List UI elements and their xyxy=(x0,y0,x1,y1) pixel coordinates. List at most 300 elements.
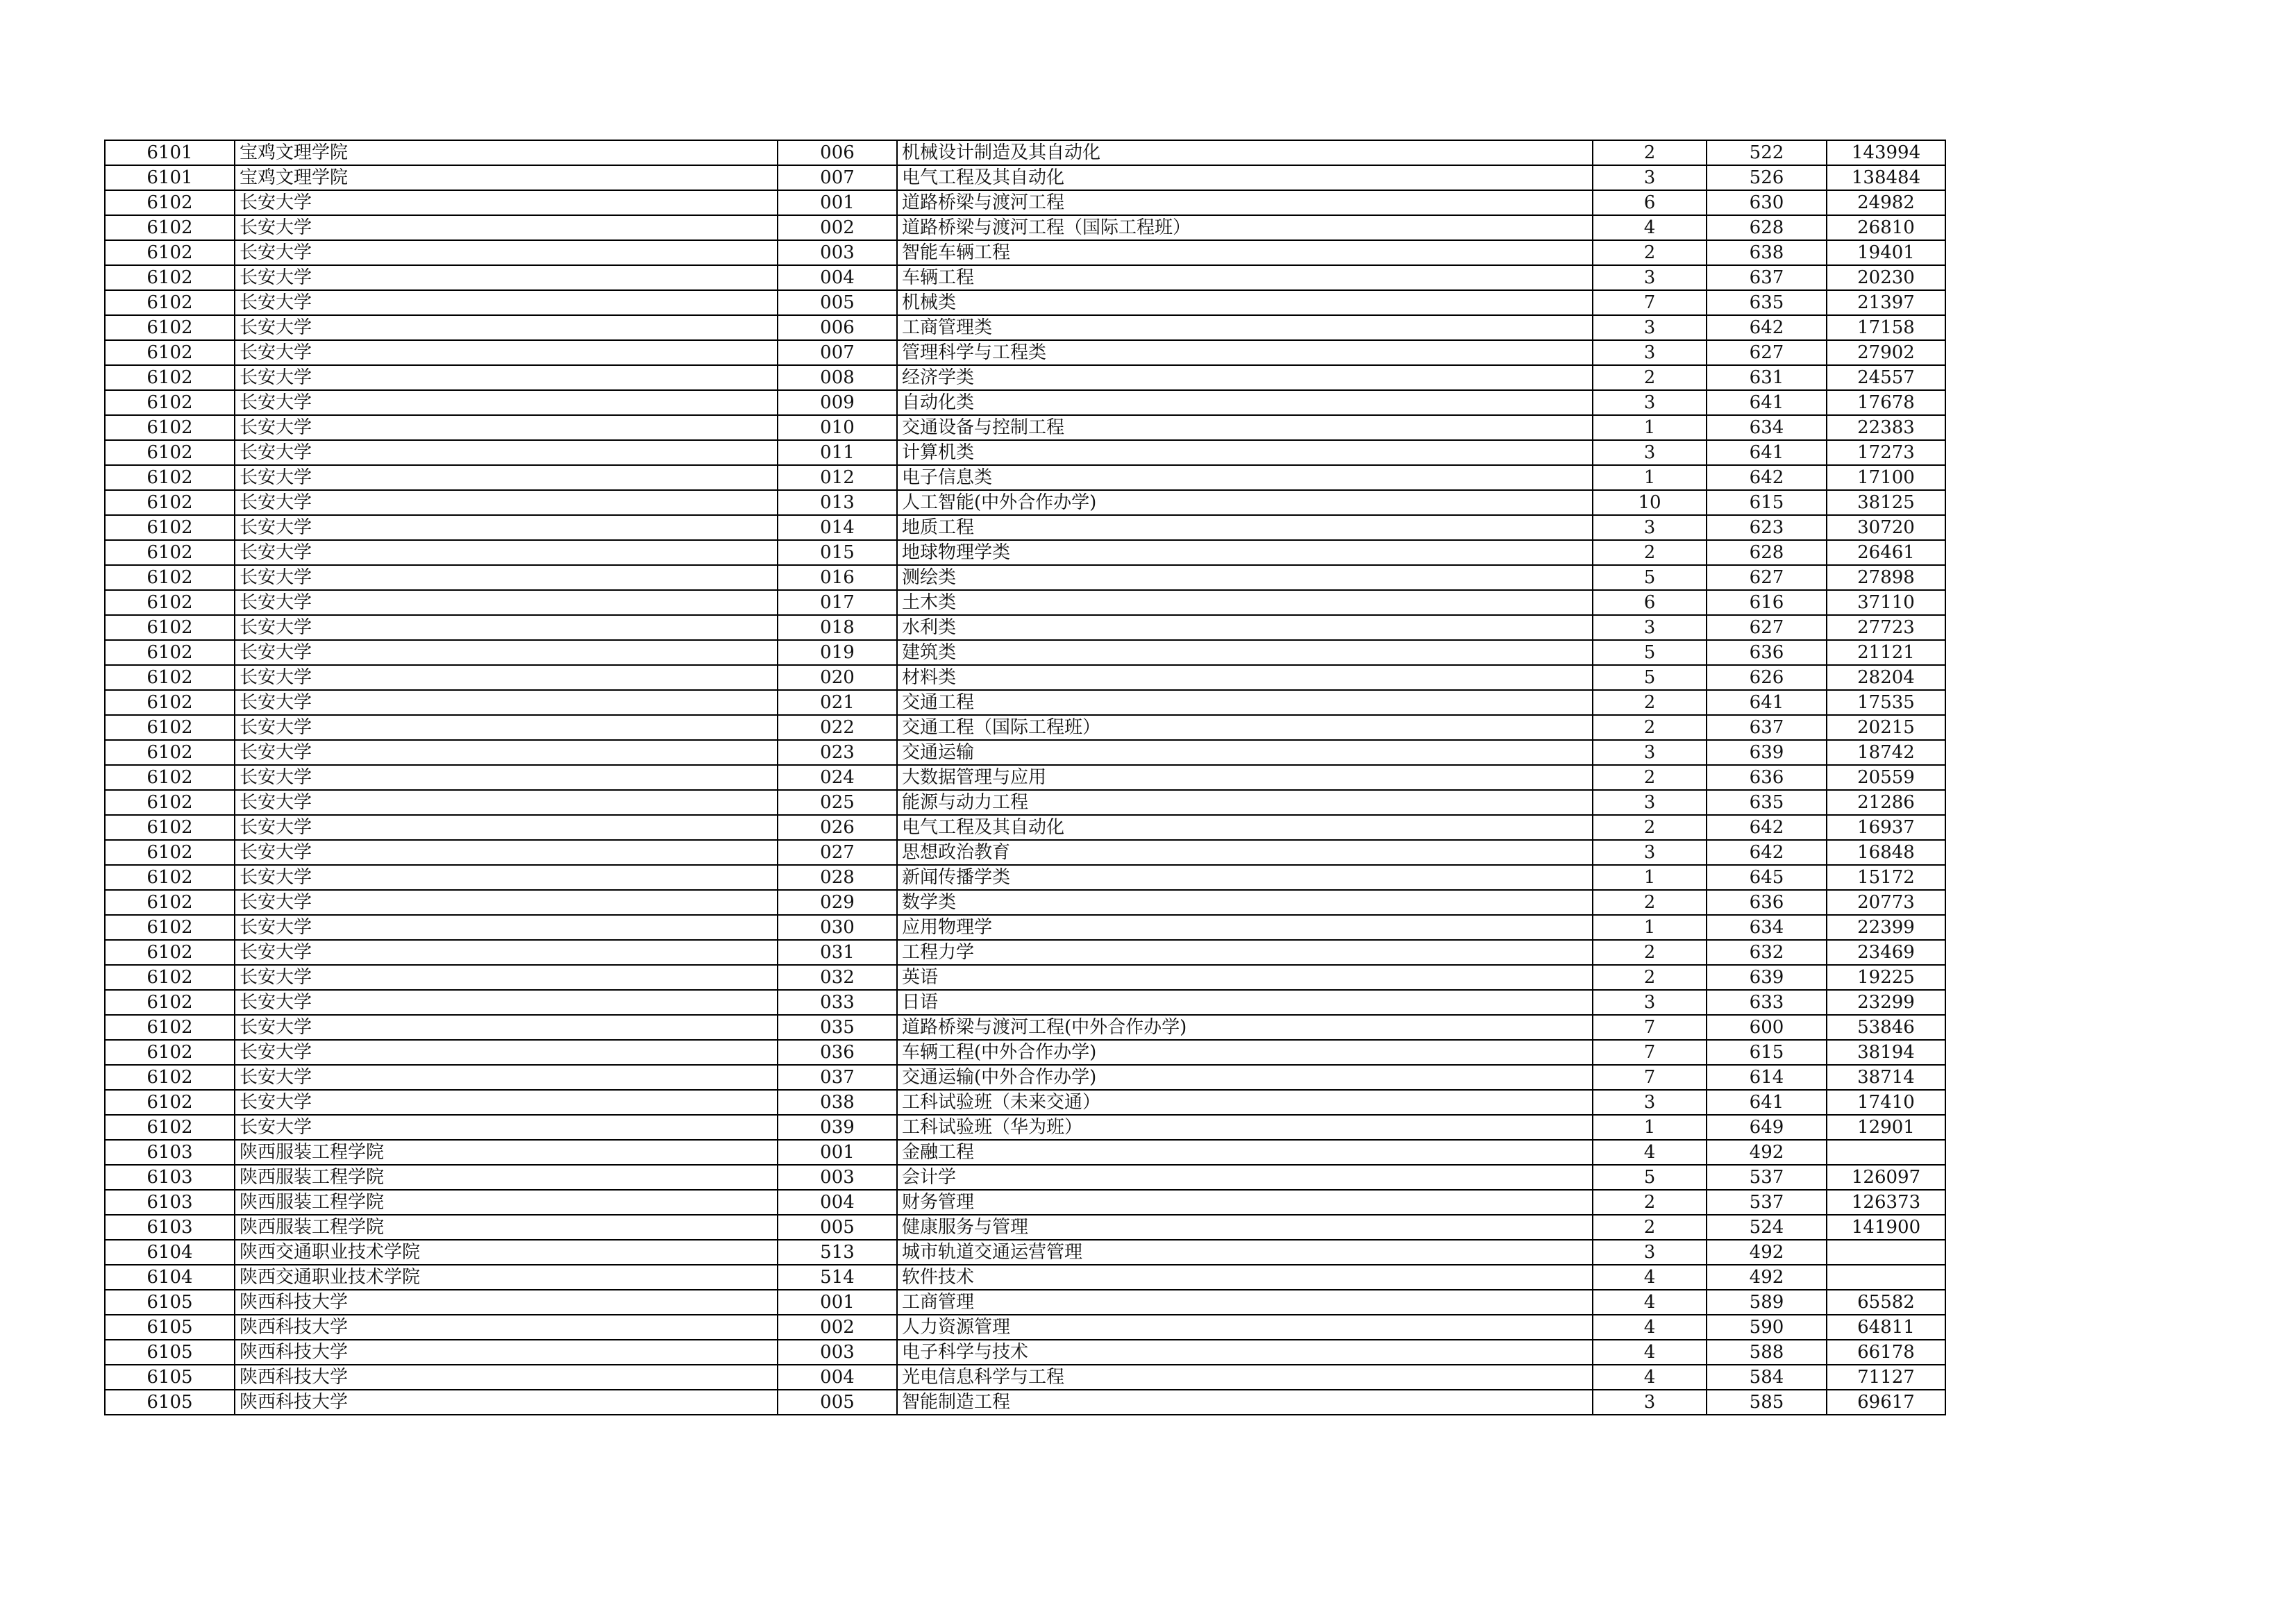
table-row xyxy=(105,1015,1945,1040)
table-row xyxy=(105,1215,1945,1240)
table-body xyxy=(105,140,1945,1415)
plan-count-cell: 5 xyxy=(1593,640,1707,665)
school-code-cell: 6102 xyxy=(105,990,235,1015)
table-row xyxy=(105,715,1945,740)
min-score-cell: 623 xyxy=(1707,515,1827,540)
school-code-cell: 6102 xyxy=(105,740,235,765)
min-score-cell: 584 xyxy=(1707,1365,1827,1390)
min-score-cell: 641 xyxy=(1707,1090,1827,1115)
major-code-cell: 004 xyxy=(778,1190,897,1215)
min-rank-cell: 38194 xyxy=(1827,1040,1945,1065)
min-score-cell: 636 xyxy=(1707,640,1827,665)
school-code-cell: 6102 xyxy=(105,190,235,215)
school-code-cell: 6102 xyxy=(105,915,235,940)
min-rank-cell: 18742 xyxy=(1827,740,1945,765)
table-row xyxy=(105,690,1945,715)
table-row xyxy=(105,365,1945,390)
min-rank-cell: 37110 xyxy=(1827,590,1945,615)
major-name-cell: 人力资源管理 xyxy=(897,1315,1593,1340)
table-row xyxy=(105,890,1945,915)
major-code-cell: 025 xyxy=(778,790,897,815)
major-code-cell: 005 xyxy=(778,290,897,315)
school-name-cell: 长安大学 xyxy=(235,765,778,790)
min-score-cell: 642 xyxy=(1707,815,1827,840)
table-row xyxy=(105,1290,1945,1315)
plan-count-cell: 1 xyxy=(1593,865,1707,890)
min-score-cell: 642 xyxy=(1707,465,1827,490)
school-name-cell: 长安大学 xyxy=(235,265,778,290)
min-score-cell: 649 xyxy=(1707,1115,1827,1140)
school-name-cell: 长安大学 xyxy=(235,215,778,240)
table-row xyxy=(105,790,1945,815)
major-code-cell: 003 xyxy=(778,240,897,265)
major-code-cell: 007 xyxy=(778,165,897,190)
plan-count-cell: 3 xyxy=(1593,615,1707,640)
min-score-cell: 628 xyxy=(1707,540,1827,565)
min-score-cell: 626 xyxy=(1707,665,1827,690)
min-rank-cell: 20215 xyxy=(1827,715,1945,740)
plan-count-cell: 4 xyxy=(1593,1365,1707,1390)
plan-count-cell: 3 xyxy=(1593,515,1707,540)
plan-count-cell: 7 xyxy=(1593,1065,1707,1090)
plan-count-cell: 2 xyxy=(1593,890,1707,915)
school-code-cell: 6102 xyxy=(105,1115,235,1140)
major-name-cell: 交通运输 xyxy=(897,740,1593,765)
min-rank-cell: 30720 xyxy=(1827,515,1945,540)
plan-count-cell: 3 xyxy=(1593,1390,1707,1415)
school-name-cell: 陕西交通职业技术学院 xyxy=(235,1240,778,1265)
major-code-cell: 038 xyxy=(778,1090,897,1115)
school-name-cell: 长安大学 xyxy=(235,640,778,665)
table-row xyxy=(105,1315,1945,1340)
major-code-cell: 032 xyxy=(778,965,897,990)
min-score-cell: 627 xyxy=(1707,615,1827,640)
min-rank-cell: 21121 xyxy=(1827,640,1945,665)
school-name-cell: 长安大学 xyxy=(235,515,778,540)
major-name-cell: 思想政治教育 xyxy=(897,840,1593,865)
plan-count-cell: 4 xyxy=(1593,215,1707,240)
major-name-cell: 工科试验班（华为班） xyxy=(897,1115,1593,1140)
min-rank-cell: 38125 xyxy=(1827,490,1945,515)
school-name-cell: 长安大学 xyxy=(235,540,778,565)
major-name-cell: 应用物理学 xyxy=(897,915,1593,940)
min-score-cell: 645 xyxy=(1707,865,1827,890)
major-name-cell: 道路桥梁与渡河工程 xyxy=(897,190,1593,215)
school-name-cell: 长安大学 xyxy=(235,840,778,865)
min-score-cell: 641 xyxy=(1707,690,1827,715)
school-code-cell: 6102 xyxy=(105,390,235,415)
min-score-cell: 637 xyxy=(1707,265,1827,290)
table-row xyxy=(105,290,1945,315)
school-code-cell: 6102 xyxy=(105,690,235,715)
table-row xyxy=(105,190,1945,215)
table-row xyxy=(105,1340,1945,1365)
school-code-cell: 6102 xyxy=(105,540,235,565)
min-rank-cell: 17678 xyxy=(1827,390,1945,415)
major-code-cell: 028 xyxy=(778,865,897,890)
school-name-cell: 长安大学 xyxy=(235,240,778,265)
min-score-cell: 628 xyxy=(1707,215,1827,240)
school-name-cell: 长安大学 xyxy=(235,815,778,840)
min-score-cell: 633 xyxy=(1707,990,1827,1015)
school-code-cell: 6102 xyxy=(105,890,235,915)
school-name-cell: 长安大学 xyxy=(235,415,778,440)
major-code-cell: 006 xyxy=(778,315,897,340)
major-code-cell: 003 xyxy=(778,1165,897,1190)
table-row xyxy=(105,315,1945,340)
school-code-cell: 6102 xyxy=(105,565,235,590)
min-rank-cell: 24982 xyxy=(1827,190,1945,215)
min-rank-cell: 20230 xyxy=(1827,265,1945,290)
table-row xyxy=(105,1090,1945,1115)
school-name-cell: 陕西服装工程学院 xyxy=(235,1140,778,1165)
min-rank-cell: 16937 xyxy=(1827,815,1945,840)
table-row xyxy=(105,1165,1945,1190)
school-name-cell: 长安大学 xyxy=(235,615,778,640)
school-code-cell: 6104 xyxy=(105,1265,235,1290)
school-name-cell: 长安大学 xyxy=(235,440,778,465)
min-score-cell: 630 xyxy=(1707,190,1827,215)
major-name-cell: 能源与动力工程 xyxy=(897,790,1593,815)
min-rank-cell: 15172 xyxy=(1827,865,1945,890)
major-name-cell: 地质工程 xyxy=(897,515,1593,540)
school-name-cell: 长安大学 xyxy=(235,340,778,365)
min-score-cell: 632 xyxy=(1707,940,1827,965)
school-name-cell: 长安大学 xyxy=(235,690,778,715)
min-score-cell: 537 xyxy=(1707,1190,1827,1215)
major-code-cell: 024 xyxy=(778,765,897,790)
table-row xyxy=(105,165,1945,190)
table-row xyxy=(105,640,1945,665)
school-code-cell: 6102 xyxy=(105,615,235,640)
plan-count-cell: 2 xyxy=(1593,690,1707,715)
min-score-cell: 522 xyxy=(1707,140,1827,165)
min-score-cell: 641 xyxy=(1707,440,1827,465)
school-code-cell: 6102 xyxy=(105,365,235,390)
min-score-cell: 588 xyxy=(1707,1340,1827,1365)
major-name-cell: 机械设计制造及其自动化 xyxy=(897,140,1593,165)
min-score-cell: 614 xyxy=(1707,1065,1827,1090)
table-row xyxy=(105,440,1945,465)
min-score-cell: 634 xyxy=(1707,415,1827,440)
major-code-cell: 513 xyxy=(778,1240,897,1265)
school-code-cell: 6105 xyxy=(105,1365,235,1390)
table-row xyxy=(105,990,1945,1015)
school-code-cell: 6102 xyxy=(105,640,235,665)
min-score-cell: 492 xyxy=(1707,1240,1827,1265)
major-code-cell: 001 xyxy=(778,1290,897,1315)
table-row xyxy=(105,765,1945,790)
min-rank-cell: 71127 xyxy=(1827,1365,1945,1390)
min-rank-cell: 27898 xyxy=(1827,565,1945,590)
school-code-cell: 6102 xyxy=(105,815,235,840)
min-score-cell: 627 xyxy=(1707,565,1827,590)
major-name-cell: 智能车辆工程 xyxy=(897,240,1593,265)
min-rank-cell: 126373 xyxy=(1827,1190,1945,1215)
min-score-cell: 639 xyxy=(1707,965,1827,990)
school-code-cell: 6102 xyxy=(105,290,235,315)
min-rank-cell: 26810 xyxy=(1827,215,1945,240)
major-name-cell: 会计学 xyxy=(897,1165,1593,1190)
major-code-cell: 017 xyxy=(778,590,897,615)
major-code-cell: 031 xyxy=(778,940,897,965)
major-name-cell: 车辆工程(中外合作办学) xyxy=(897,1040,1593,1065)
plan-count-cell: 3 xyxy=(1593,990,1707,1015)
plan-count-cell: 3 xyxy=(1593,740,1707,765)
min-rank-cell: 53846 xyxy=(1827,1015,1945,1040)
major-name-cell: 工科试验班（未来交通） xyxy=(897,1090,1593,1115)
table-row xyxy=(105,1190,1945,1215)
major-name-cell: 交通工程 xyxy=(897,690,1593,715)
school-name-cell: 长安大学 xyxy=(235,1040,778,1065)
major-code-cell: 514 xyxy=(778,1265,897,1290)
min-score-cell: 638 xyxy=(1707,240,1827,265)
min-score-cell: 636 xyxy=(1707,765,1827,790)
major-code-cell: 003 xyxy=(778,1340,897,1365)
school-code-cell: 6102 xyxy=(105,1040,235,1065)
plan-count-cell: 7 xyxy=(1593,1015,1707,1040)
min-rank-cell: 22399 xyxy=(1827,915,1945,940)
major-code-cell: 009 xyxy=(778,390,897,415)
major-name-cell: 新闻传播学类 xyxy=(897,865,1593,890)
school-code-cell: 6102 xyxy=(105,590,235,615)
school-name-cell: 长安大学 xyxy=(235,1065,778,1090)
school-name-cell: 长安大学 xyxy=(235,465,778,490)
min-rank-cell: 69617 xyxy=(1827,1390,1945,1415)
min-rank-cell: 138484 xyxy=(1827,165,1945,190)
min-rank-cell: 22383 xyxy=(1827,415,1945,440)
table-row xyxy=(105,915,1945,940)
plan-count-cell: 7 xyxy=(1593,1040,1707,1065)
major-name-cell: 经济学类 xyxy=(897,365,1593,390)
school-code-cell: 6102 xyxy=(105,215,235,240)
min-score-cell: 635 xyxy=(1707,790,1827,815)
school-code-cell: 6102 xyxy=(105,340,235,365)
major-code-cell: 019 xyxy=(778,640,897,665)
school-name-cell: 长安大学 xyxy=(235,890,778,915)
plan-count-cell: 6 xyxy=(1593,190,1707,215)
min-score-cell: 616 xyxy=(1707,590,1827,615)
major-name-cell: 工商管理 xyxy=(897,1290,1593,1315)
major-code-cell: 006 xyxy=(778,140,897,165)
school-code-cell: 6102 xyxy=(105,490,235,515)
major-code-cell: 004 xyxy=(778,265,897,290)
school-code-cell: 6103 xyxy=(105,1190,235,1215)
school-code-cell: 6102 xyxy=(105,1090,235,1115)
min-rank-cell: 23299 xyxy=(1827,990,1945,1015)
school-code-cell: 6102 xyxy=(105,790,235,815)
min-rank-cell: 20773 xyxy=(1827,890,1945,915)
school-code-cell: 6105 xyxy=(105,1340,235,1365)
major-code-cell: 001 xyxy=(778,190,897,215)
school-name-cell: 宝鸡文理学院 xyxy=(235,140,778,165)
major-name-cell: 健康服务与管理 xyxy=(897,1215,1593,1240)
min-rank-cell: 24557 xyxy=(1827,365,1945,390)
major-name-cell: 测绘类 xyxy=(897,565,1593,590)
major-name-cell: 管理科学与工程类 xyxy=(897,340,1593,365)
table-row xyxy=(105,565,1945,590)
table-row xyxy=(105,465,1945,490)
major-code-cell: 037 xyxy=(778,1065,897,1090)
plan-count-cell: 3 xyxy=(1593,790,1707,815)
min-score-cell: 589 xyxy=(1707,1290,1827,1315)
major-name-cell: 英语 xyxy=(897,965,1593,990)
school-name-cell: 长安大学 xyxy=(235,190,778,215)
min-score-cell: 585 xyxy=(1707,1390,1827,1415)
plan-count-cell: 3 xyxy=(1593,390,1707,415)
school-name-cell: 长安大学 xyxy=(235,790,778,815)
major-name-cell: 电子科学与技术 xyxy=(897,1340,1593,1365)
plan-count-cell: 4 xyxy=(1593,1315,1707,1340)
major-code-cell: 001 xyxy=(778,1140,897,1165)
school-code-cell: 6102 xyxy=(105,665,235,690)
min-score-cell: 615 xyxy=(1707,1040,1827,1065)
school-code-cell: 6102 xyxy=(105,1065,235,1090)
major-name-cell: 建筑类 xyxy=(897,640,1593,665)
min-rank-cell: 19225 xyxy=(1827,965,1945,990)
plan-count-cell: 2 xyxy=(1593,540,1707,565)
table-row xyxy=(105,865,1945,890)
min-rank-cell: 16848 xyxy=(1827,840,1945,865)
min-rank-cell: 12901 xyxy=(1827,1115,1945,1140)
plan-count-cell: 10 xyxy=(1593,490,1707,515)
min-rank-cell: 23469 xyxy=(1827,940,1945,965)
plan-count-cell: 2 xyxy=(1593,1190,1707,1215)
min-rank-cell: 20559 xyxy=(1827,765,1945,790)
school-code-cell: 6101 xyxy=(105,140,235,165)
major-code-cell: 014 xyxy=(778,515,897,540)
plan-count-cell: 2 xyxy=(1593,815,1707,840)
plan-count-cell: 3 xyxy=(1593,840,1707,865)
major-code-cell: 007 xyxy=(778,340,897,365)
major-name-cell: 材料类 xyxy=(897,665,1593,690)
major-name-cell: 计算机类 xyxy=(897,440,1593,465)
min-rank-cell xyxy=(1827,1265,1945,1290)
school-name-cell: 陕西交通职业技术学院 xyxy=(235,1265,778,1290)
major-code-cell: 008 xyxy=(778,365,897,390)
table-row xyxy=(105,1065,1945,1090)
major-name-cell: 土木类 xyxy=(897,590,1593,615)
major-name-cell: 道路桥梁与渡河工程（国际工程班） xyxy=(897,215,1593,240)
min-rank-cell: 64811 xyxy=(1827,1315,1945,1340)
major-code-cell: 020 xyxy=(778,665,897,690)
table-row xyxy=(105,215,1945,240)
table-row xyxy=(105,1140,1945,1165)
min-rank-cell: 21397 xyxy=(1827,290,1945,315)
school-code-cell: 6104 xyxy=(105,1240,235,1265)
min-score-cell: 637 xyxy=(1707,715,1827,740)
major-name-cell: 道路桥梁与渡河工程(中外合作办学) xyxy=(897,1015,1593,1040)
table-row xyxy=(105,740,1945,765)
table-row xyxy=(105,615,1945,640)
plan-count-cell: 3 xyxy=(1593,1240,1707,1265)
school-code-cell: 6105 xyxy=(105,1290,235,1315)
plan-count-cell: 1 xyxy=(1593,1115,1707,1140)
school-code-cell: 6103 xyxy=(105,1165,235,1190)
min-rank-cell: 38714 xyxy=(1827,1065,1945,1090)
school-name-cell: 长安大学 xyxy=(235,715,778,740)
major-name-cell: 电气工程及其自动化 xyxy=(897,165,1593,190)
school-name-cell: 长安大学 xyxy=(235,365,778,390)
plan-count-cell: 2 xyxy=(1593,140,1707,165)
major-code-cell: 005 xyxy=(778,1215,897,1240)
plan-count-cell: 3 xyxy=(1593,440,1707,465)
school-code-cell: 6102 xyxy=(105,415,235,440)
table-row xyxy=(105,415,1945,440)
school-name-cell: 陕西科技大学 xyxy=(235,1365,778,1390)
table-row xyxy=(105,1115,1945,1140)
major-name-cell: 交通运输(中外合作办学) xyxy=(897,1065,1593,1090)
major-name-cell: 电子信息类 xyxy=(897,465,1593,490)
min-score-cell: 600 xyxy=(1707,1015,1827,1040)
major-name-cell: 地球物理学类 xyxy=(897,540,1593,565)
min-score-cell: 492 xyxy=(1707,1265,1827,1290)
school-code-cell: 6105 xyxy=(105,1315,235,1340)
major-name-cell: 数学类 xyxy=(897,890,1593,915)
major-name-cell: 工程力学 xyxy=(897,940,1593,965)
school-name-cell: 长安大学 xyxy=(235,965,778,990)
plan-count-cell: 3 xyxy=(1593,165,1707,190)
min-score-cell: 492 xyxy=(1707,1140,1827,1165)
plan-count-cell: 2 xyxy=(1593,715,1707,740)
plan-count-cell: 1 xyxy=(1593,465,1707,490)
min-rank-cell: 27902 xyxy=(1827,340,1945,365)
school-code-cell: 6102 xyxy=(105,265,235,290)
table-row xyxy=(105,1240,1945,1265)
major-code-cell: 023 xyxy=(778,740,897,765)
min-rank-cell: 17100 xyxy=(1827,465,1945,490)
school-name-cell: 长安大学 xyxy=(235,590,778,615)
major-name-cell: 电气工程及其自动化 xyxy=(897,815,1593,840)
major-name-cell: 光电信息科学与工程 xyxy=(897,1365,1593,1390)
min-rank-cell xyxy=(1827,1240,1945,1265)
school-code-cell: 6102 xyxy=(105,840,235,865)
min-score-cell: 627 xyxy=(1707,340,1827,365)
table-row xyxy=(105,940,1945,965)
min-score-cell: 526 xyxy=(1707,165,1827,190)
plan-count-cell: 5 xyxy=(1593,1165,1707,1190)
major-code-cell: 029 xyxy=(778,890,897,915)
school-code-cell: 6102 xyxy=(105,865,235,890)
school-code-cell: 6102 xyxy=(105,515,235,540)
school-name-cell: 长安大学 xyxy=(235,565,778,590)
major-name-cell: 城市轨道交通运营管理 xyxy=(897,1240,1593,1265)
major-code-cell: 015 xyxy=(778,540,897,565)
major-code-cell: 012 xyxy=(778,465,897,490)
major-code-cell: 002 xyxy=(778,215,897,240)
min-score-cell: 641 xyxy=(1707,390,1827,415)
school-name-cell: 长安大学 xyxy=(235,1115,778,1140)
major-code-cell: 010 xyxy=(778,415,897,440)
major-name-cell: 日语 xyxy=(897,990,1593,1015)
major-name-cell: 大数据管理与应用 xyxy=(897,765,1593,790)
major-code-cell: 011 xyxy=(778,440,897,465)
table-row xyxy=(105,1365,1945,1390)
min-rank-cell: 17535 xyxy=(1827,690,1945,715)
school-code-cell: 6102 xyxy=(105,1015,235,1040)
plan-count-cell: 5 xyxy=(1593,665,1707,690)
min-score-cell: 639 xyxy=(1707,740,1827,765)
school-name-cell: 长安大学 xyxy=(235,915,778,940)
school-code-cell: 6105 xyxy=(105,1390,235,1415)
school-name-cell: 宝鸡文理学院 xyxy=(235,165,778,190)
table-row xyxy=(105,840,1945,865)
table-row xyxy=(105,1390,1945,1415)
major-code-cell: 026 xyxy=(778,815,897,840)
plan-count-cell: 3 xyxy=(1593,1090,1707,1115)
major-name-cell: 软件技术 xyxy=(897,1265,1593,1290)
school-code-cell: 6102 xyxy=(105,765,235,790)
